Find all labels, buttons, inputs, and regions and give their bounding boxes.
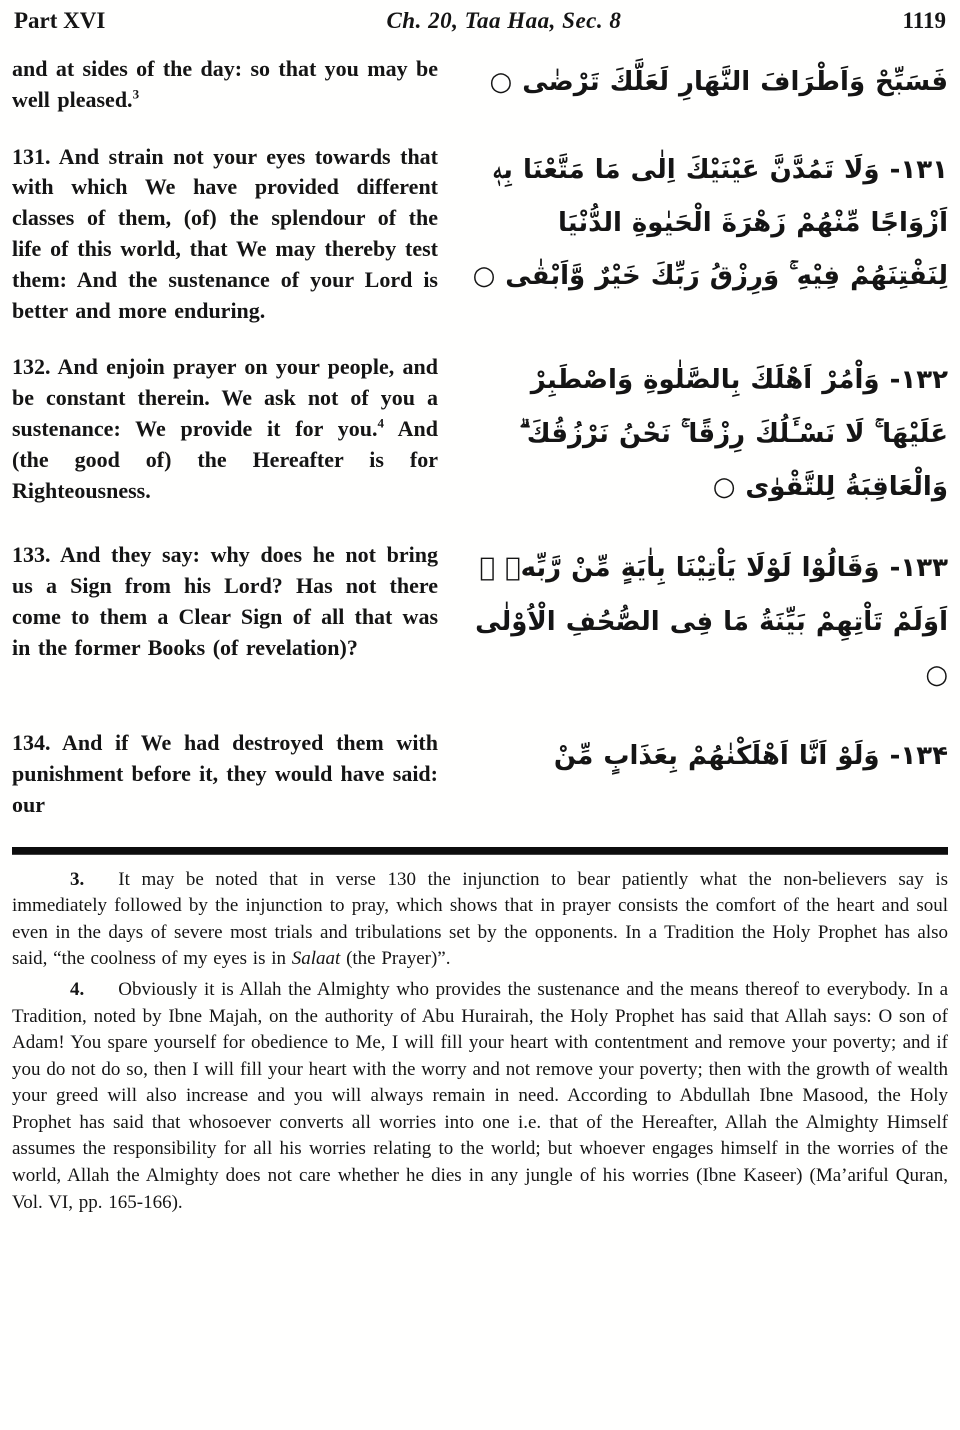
page-number: 1119	[902, 8, 946, 33]
verse-row-130	[12, 54, 948, 116]
page-header	[12, 6, 948, 48]
footnote-number: 4.	[70, 978, 85, 1000]
footnote-number: 3.	[70, 868, 85, 890]
chapter-title: Ch. 20, Taa Haa, Sec. 8	[386, 8, 622, 33]
verse-row-134	[12, 728, 948, 820]
footnote-4	[12, 977, 948, 1216]
verse-text: and at sides of the day: so that you may be well pleased.	[12, 56, 438, 112]
verse-row-132	[12, 352, 948, 514]
footnote-text: Obviously it is Allah the Almighty who provides the sustenance and the means thereof to everybody. In a Tradition, noted by Ibne Majah, on the authority of Abu Hurairah, the Holy Prophet has said that Allah says: O son of Adam! You spare yourself for obedience to Me, I will fill your heart with contentment and remove your poverty; and if you do not do so, then I will fill your heart with the worry and not remove your poverty; then with the growth of wealth your greed will also increase and you will always remain in need. According to Abdullah Ibne Masood, the Holy Prophet has said that whosoever converts all worries into one i.e. that of the Hereafter, Allah the Almighty Himself assumes the responsibility for all his worries relating to the world; but whoever engages himself in the worries of the world, Allah the Almighty does not care whether he dies in any jungle of his worries (Ibne Kaseer) (Ma’ariful Quran, Vol. VI, pp. 165-166).	[12, 978, 948, 1213]
verse-english-134: 134. And if We had destroyed them with punishment before it, they would have said: our	[12, 730, 438, 817]
verse-arabic-132: ۱۳۲- وَاْمُرْ اَهْلَكَ بِالصَّلٰوةِ وَاصْطَبِرْ عَلَيْهَا ۚ لَا نَسْـَٔلُكَ رِزْقًا ۚ نَحْنُ نَرْزُقُكَ ۗ وَالْعَاقِبَةُ لِلتَّقْوٰى ○	[519, 365, 948, 502]
verse-english-132	[12, 352, 438, 506]
footnote-ref-3: 3	[132, 86, 140, 102]
verse-arabic-134: ۱۳۴- وَلَوْ اَنَّا اَهْلَكْنٰهُمْ بِعَذَابٍ مِّنْ	[553, 741, 948, 772]
footnotes-section	[12, 867, 948, 1217]
verse-arabic-131: ۱۳۱- وَلَا تَمُدَّنَّ عَيْنَيْكَ اِلٰى مَا مَتَّعْنَا بِهٖ اَزْوَاجًا مِّنْهُمْ زَهْرَةَ الْحَيٰوةِ الدُّنْيَا لِنَفْتِنَهُمْ فِيْهِ ۚ وَرِزْقُ رَبِّكَ خَيْرٌ وَّاَبْقٰى ○	[472, 154, 948, 292]
verse-text: 132. And enjoin prayer on your people, and be constant therein. We ask not of you a sustenance: We provide it for you.	[12, 354, 438, 441]
part-label: Part XVI	[14, 8, 106, 33]
verse-english-131: 131. And strain not your eyes towards that with which We have provided different classes of them, (of) the splendour of the life of this world, that We may thereby test them: And the sustenance of your Lord is better and more enduring.	[12, 143, 438, 323]
footnote-italic-term: Salaat	[291, 948, 341, 970]
verse-text: And (the good of) the Hereafter is for Righteousness.	[12, 415, 438, 503]
verse-row-131	[12, 142, 948, 327]
verse-arabic-133: ۱۳۳- وَقَالُوْا لَوْلَا يَاْتِيْنَا بِاٰيَةٍ مِّنْ رَّبِّهٖ ۚ اَوَلَمْ تَاْتِهِمْ بَيِّنَةُ مَا فِى الصُّحُفِ الْاُوْلٰى ○	[475, 553, 948, 690]
footnote-divider	[12, 847, 948, 855]
verse-row-133	[12, 540, 948, 702]
footnote-3	[12, 867, 948, 973]
verse-english-130	[12, 54, 438, 116]
verses-section	[12, 48, 948, 821]
verse-arabic-130: فَسَبِّحْ وَاَطْرَافَ النَّهَارِ لَعَلَّكَ تَرْضٰى ○	[489, 67, 948, 97]
footnote-ref-4: 4	[377, 415, 385, 431]
verse-english-133: 133. And they say: why does he not bring us a Sign from his Lord? Has not there come to them a Clear Sign of all that was in the former Books (of revelation)?	[12, 542, 438, 660]
footnote-text: (the Prayer)”.	[340, 948, 451, 970]
footnote-text: It may be noted that in verse 130 the injunction to bear patiently what the non-believers say is immediately followed by the injunction to pray, which shows that in prayer consists the comfort of the heart and soul even in the days of severe most trials and tribulations set by the opponents. In a Tradition the Holy Prophet has also said, “the coolness of my eyes is in	[12, 868, 948, 970]
